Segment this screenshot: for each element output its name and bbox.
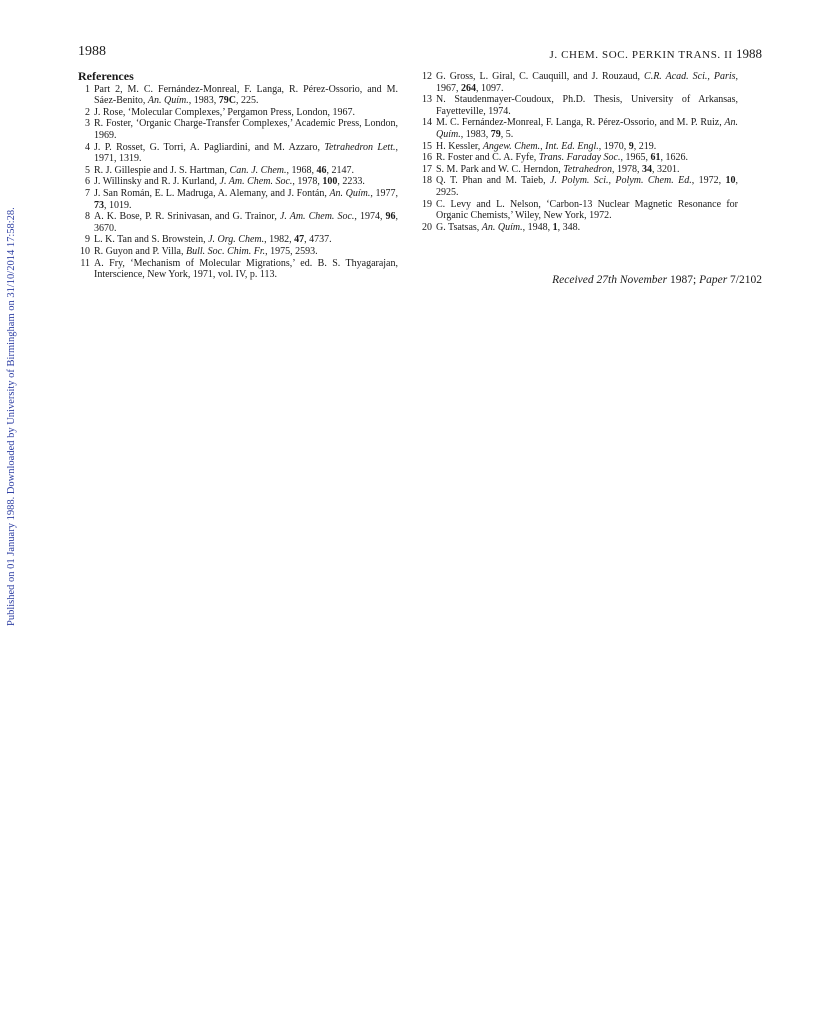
journal-name: Bull. Soc. Chim. Fr. — [186, 245, 266, 257]
received-date: 27th November — [596, 274, 668, 286]
reference-text — [436, 94, 738, 117]
reference-segment: , 1019. — [104, 199, 132, 211]
reference-number: 9 — [85, 234, 90, 246]
reference-segment: , 3670. — [94, 211, 399, 234]
reference-number: 12 — [422, 71, 432, 82]
reference-item — [420, 71, 738, 94]
reference-text — [436, 175, 738, 198]
reference-text — [436, 199, 738, 222]
references-column-right — [420, 71, 738, 233]
reference-segment: R. Foster and C. A. Fyfe, — [436, 152, 539, 164]
reference-segment: , 1097. — [476, 82, 504, 94]
reference-number: 20 — [422, 221, 432, 233]
reference-segment: Q. T. Phan and M. Taieb, — [436, 175, 551, 187]
reference-item — [420, 141, 738, 153]
reference-text — [94, 234, 398, 246]
reference-number: 5 — [85, 164, 90, 176]
reference-text — [94, 84, 398, 107]
reference-segment: A. K. Bose, P. R. Srinivasan, and G. Trainor, — [94, 211, 280, 223]
reference-number: 11 — [80, 257, 90, 269]
reference-text — [94, 246, 398, 258]
journal-name: J. Am. Chem. Soc. — [279, 211, 355, 223]
reference-segment: M. C. Fernández-Monreal, F. Langa, R. Pérez-Ossorio, and M. P. Ruiz, — [436, 117, 725, 129]
reference-text — [94, 118, 398, 141]
reference-segment: , 1974, — [354, 211, 386, 223]
reference-segment: S. M. Park and W. C. Herndon, — [436, 163, 564, 175]
journal-running-head — [550, 46, 762, 62]
reference-item — [78, 246, 398, 258]
received-line — [552, 274, 762, 286]
reference-list-left — [78, 84, 398, 281]
reference-text — [94, 107, 398, 119]
reference-item — [78, 188, 398, 211]
reference-item — [78, 234, 398, 246]
reference-segment: , 1948, — [522, 221, 553, 233]
reference-segment: , 219. — [633, 140, 657, 152]
reference-number: 17 — [422, 163, 432, 175]
reference-segment: , 1970, — [598, 140, 629, 152]
reference-number: 6 — [85, 176, 90, 188]
reference-item — [420, 164, 738, 176]
reference-text — [436, 71, 738, 94]
reference-text — [94, 176, 398, 188]
reference-segment: H. Kessler, — [436, 140, 483, 152]
received-year: 1987; — [669, 274, 697, 286]
volume-number: 61 — [650, 152, 661, 164]
reference-number: 4 — [85, 141, 90, 153]
volume-number: 1 — [552, 221, 558, 233]
reference-number: 1 — [85, 83, 90, 95]
reference-text — [436, 222, 738, 234]
reference-segment: , 1978, — [611, 163, 642, 175]
reference-segment: , 1978, — [292, 176, 323, 188]
reference-segment: , 4737. — [304, 234, 332, 246]
reference-segment: , 5. — [500, 128, 514, 140]
reference-number: 8 — [85, 211, 90, 223]
journal-name: An. Quím. — [481, 221, 523, 233]
reference-item — [420, 152, 738, 164]
journal-name: J. Am. Chem. Soc. — [219, 176, 293, 188]
journal-name: An. Quím. — [329, 187, 371, 199]
page-number: 1988 — [78, 44, 106, 59]
reference-item — [78, 84, 398, 107]
journal-name: An. Quím. — [147, 95, 189, 107]
journal-name: Trans. Faraday Soc. — [538, 152, 621, 164]
reference-item — [78, 107, 398, 119]
reference-number: 3 — [85, 118, 90, 130]
volume-number: 73 — [94, 199, 104, 211]
reference-item — [78, 165, 398, 177]
reference-text — [94, 258, 398, 281]
volume-number: 9 — [628, 140, 634, 152]
reference-item — [420, 94, 738, 117]
download-notice-text: Published on 01 January 1988. Downloaded by University of Birmingham on 31/10/2014 17:58:28. — [6, 207, 17, 626]
journal-year: 1988 — [736, 46, 762, 61]
reference-item — [78, 211, 398, 234]
reference-segment: J. Willinsky and R. J. Kurland, — [94, 176, 220, 188]
volume-number: 79C — [218, 95, 236, 107]
reference-segment: , 2147. — [326, 164, 354, 176]
reference-segment: R. J. Gillespie and J. S. Hartman, — [94, 164, 230, 176]
reference-segment: N. Staudenmayer-Coudoux, Ph.D. Thesis, University of Arkansas, Fayetteville, 1974. — [436, 94, 738, 117]
reference-text — [94, 165, 398, 177]
reference-text — [436, 164, 738, 176]
journal-name: Angew. Chem., Int. Ed. Engl. — [482, 140, 599, 152]
reference-number: 7 — [85, 187, 90, 199]
reference-number: 2 — [85, 106, 90, 118]
reference-item — [78, 258, 398, 281]
reference-number: 19 — [422, 198, 432, 210]
volume-number: 264 — [461, 82, 476, 94]
reference-segment: R. Foster, ‘Organic Charge-Transfer Complexes,’ Academic Press, London, 1969. — [94, 118, 398, 141]
reference-number: 16 — [422, 152, 432, 164]
volume-number: 100 — [322, 176, 338, 188]
reference-segment: , 1968, — [286, 164, 317, 176]
reference-segment: J. San Román, E. L. Madruga, A. Alemany, and J. Fontán, — [94, 187, 330, 199]
journal-name: An. Quím. — [436, 117, 738, 140]
reference-segment: , 2925. — [436, 175, 739, 198]
reference-item — [420, 117, 738, 140]
reference-segment: , 348. — [557, 221, 581, 233]
journal-name: Tetrahedron Lett. — [324, 141, 396, 153]
reference-segment: G. Gross, L. Giral, C. Cauquill, and J. Rouzaud, — [436, 71, 645, 82]
references-column-left — [78, 71, 398, 281]
reference-segment: R. Guyon and P. Villa, — [94, 245, 186, 257]
paper-number: 7/2102 — [730, 274, 762, 286]
reference-segment: , 1971, 1319. — [94, 141, 398, 165]
reference-segment: , 1983, — [188, 95, 219, 107]
reference-item — [420, 199, 738, 222]
paper-label: Paper — [699, 274, 728, 286]
journal-title: J. CHEM. SOC. PERKIN TRANS. II — [549, 49, 733, 61]
reference-text — [94, 142, 398, 165]
reference-item — [78, 142, 398, 165]
reference-segment: , 2233. — [337, 176, 365, 188]
journal-name: J. Org. Chem. — [208, 234, 265, 246]
reference-segment: C. Levy and L. Nelson, ‘Carbon-13 Nuclear Magnetic Resonance for Organic Chemists,’ Wiley, New York, 1972. — [436, 198, 738, 222]
reference-segment: , 1972, — [691, 175, 726, 187]
reference-segment: Part 2, M. C. Fernández-Monreal, F. Langa, R. Pérez-Ossorio, and M. Sáez-Benito, — [94, 83, 398, 107]
reference-item — [420, 175, 738, 198]
reference-number: 18 — [422, 175, 432, 187]
reference-list-right — [420, 71, 738, 233]
reference-number: 13 — [422, 94, 432, 106]
reference-segment: , 225. — [235, 95, 259, 107]
received-label: Received — [552, 274, 594, 286]
journal-name: Can. J. Chem. — [229, 164, 287, 176]
journal-name: C.R. Acad. Sci., Paris — [644, 71, 736, 82]
reference-segment: G. Tsatsas, — [436, 221, 482, 233]
reference-segment: , 1983, — [460, 128, 491, 140]
reference-segment: A. Fry, ‘Mechanism of Molecular Migrations,’ ed. B. S. Thyagarajan, Interscience, New York, 1971, vol. IV, p. 113. — [94, 257, 398, 281]
reference-segment: , 1982, — [264, 234, 295, 246]
volume-number: 34 — [641, 163, 652, 175]
volume-number: 47 — [294, 234, 305, 246]
volume-number: 10 — [725, 175, 736, 187]
volume-number: 79 — [490, 128, 501, 140]
reference-segment: L. K. Tan and S. Browstein, — [94, 234, 209, 246]
reference-segment: , 1967, — [436, 71, 739, 94]
reference-text — [436, 141, 738, 153]
volume-number: 46 — [316, 164, 327, 176]
reference-segment: , 1965, — [620, 152, 651, 164]
reference-text — [94, 211, 398, 234]
reference-item — [78, 176, 398, 188]
journal-name: J. Polym. Sci., Polym. Chem. Ed. — [550, 175, 692, 187]
reference-number: 14 — [422, 117, 432, 129]
reference-item — [420, 222, 738, 234]
reference-segment: J. P. Rosset, G. Torri, A. Pagliardini, and M. Azzaro, — [94, 141, 325, 153]
journal-name: Tetrahedron — [563, 163, 612, 175]
reference-number: 10 — [80, 245, 90, 257]
reference-text — [436, 117, 738, 140]
reference-segment: J. Rose, ‘Molecular Complexes,’ Pergamon Press, London, 1967. — [94, 106, 355, 118]
reference-segment: , 1975, 2593. — [265, 245, 318, 257]
reference-text — [94, 188, 398, 211]
reference-text — [436, 152, 738, 164]
reference-segment: , 1977, — [370, 187, 398, 199]
reference-number: 15 — [422, 140, 432, 152]
references-heading: References — [78, 69, 134, 83]
reference-item — [78, 118, 398, 141]
reference-segment: , 1626. — [660, 152, 688, 164]
reference-segment: , 3201. — [651, 163, 680, 175]
volume-number: 96 — [385, 211, 396, 223]
